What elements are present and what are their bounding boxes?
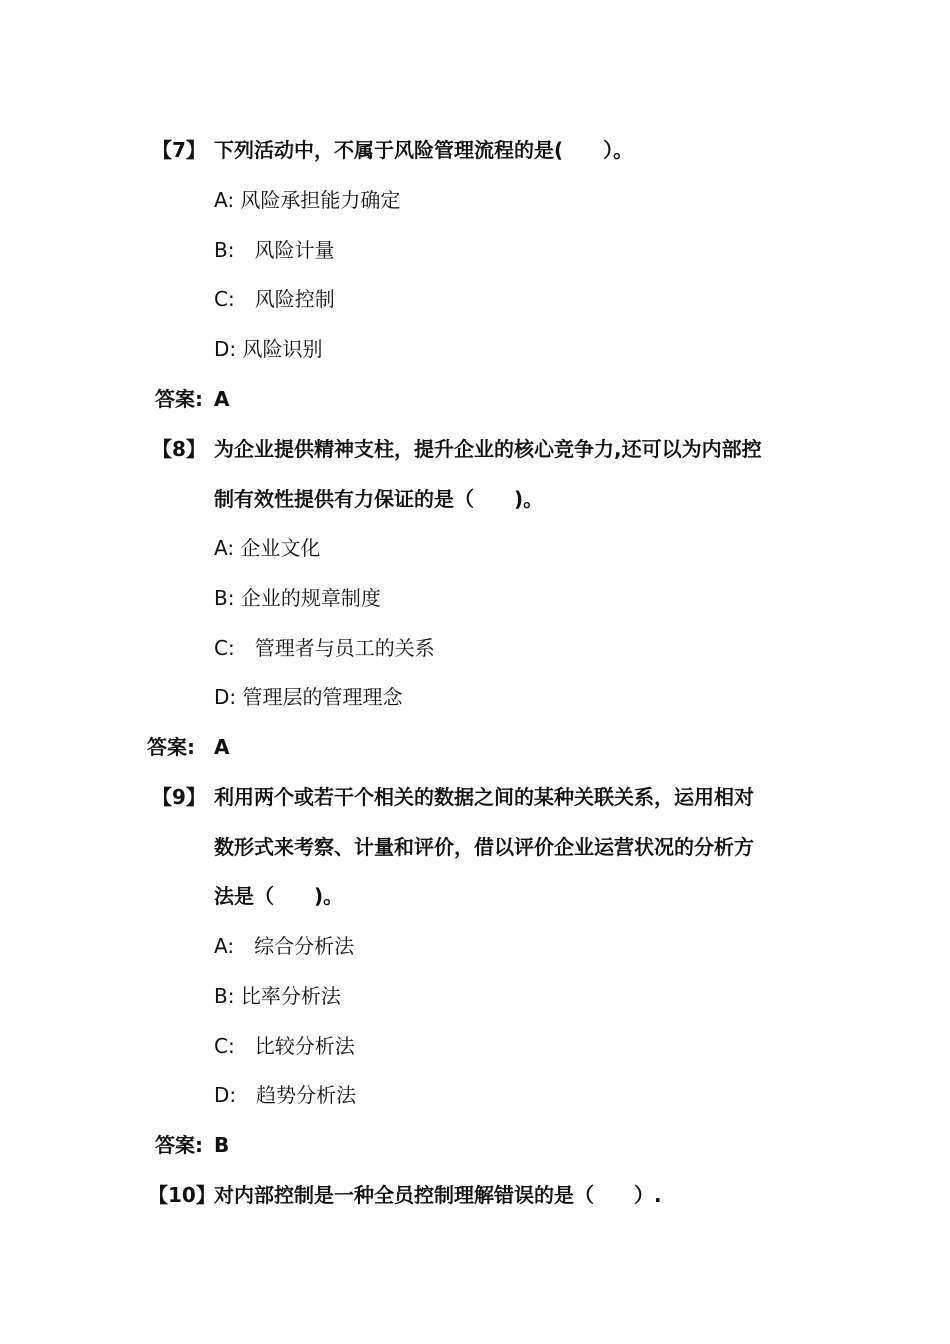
answer-value: B	[214, 1133, 230, 1157]
question-number: 【10】	[148, 1183, 216, 1207]
answer-value: A	[214, 735, 230, 759]
question-number: 【9】	[152, 785, 206, 809]
answer-label: 答案:	[147, 735, 195, 759]
option-a: A: 企业文化	[214, 536, 321, 560]
question-stem: 下列活动中，不属于风险管理流程的是( ）。	[214, 138, 634, 162]
option-d: D: 趋势分析法	[214, 1083, 357, 1107]
question-stem: 制有效性提供有力保证的是（ )。	[214, 487, 544, 511]
answer-label: 答案:	[155, 1133, 203, 1157]
option-c: C: 管理者与员工的关系	[214, 636, 435, 660]
question-stem: 对内部控制是一种全员控制理解错误的是（ ）.	[214, 1183, 662, 1207]
question-stem: 利用两个或若干个相关的数据之间的某种关联关系，运用相对	[214, 785, 754, 809]
option-a: A: 综合分析法	[214, 934, 355, 958]
option-c: C: 比较分析法	[214, 1034, 355, 1058]
question-number: 【7】	[152, 138, 206, 162]
option-c: C: 风险控制	[214, 287, 335, 311]
question-number: 【8】	[152, 437, 206, 461]
answer-value: A	[214, 387, 230, 411]
option-d: D: 风险识别	[214, 337, 323, 361]
option-b: B: 企业的规章制度	[214, 586, 381, 610]
answer-label: 答案:	[155, 387, 203, 411]
question-stem: 数形式来考察、计量和评价，借以评价企业运营状况的分析方	[214, 835, 754, 859]
option-b: B: 风险计量	[214, 238, 335, 262]
option-d: D: 管理层的管理理念	[214, 685, 403, 709]
option-b: B: 比率分析法	[214, 984, 341, 1008]
option-a: A: 风险承担能力确定	[214, 188, 401, 212]
question-stem: 为企业提供精神支柱，提升企业的核心竞争力,还可以为内部控	[214, 437, 762, 461]
question-stem: 法是（ )。	[214, 884, 344, 908]
